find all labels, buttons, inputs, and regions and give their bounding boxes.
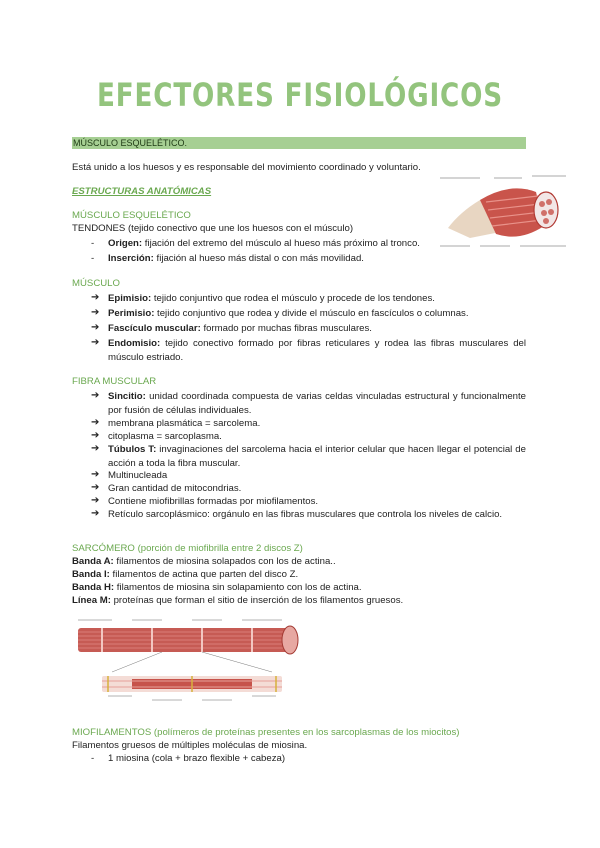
arrow-bullet: ➔ — [91, 307, 100, 318]
list-item: Contiene miofibrillas formadas por miofilamentos. — [108, 496, 319, 507]
definition-line: Banda A: filamentos de miosina solapados con los de actina.. — [72, 556, 336, 567]
list-item: Túbulos T: invaginaciones del sarcolema hacia el interior celular que hacen llegar el potencial de acción a toda la fibra muscular. — [108, 444, 526, 469]
definition-line: Banda H: filamentos de miosina sin solapamiento con los de actina. — [72, 582, 362, 593]
estructuras-heading: ESTRUCTURAS ANATÓMICAS — [72, 186, 212, 197]
miofilamentos-text: Filamentos gruesos de múltiples moléculas de miosina. — [72, 740, 308, 751]
arrow-bullet: ➔ — [91, 443, 100, 454]
sarcomere-figure — [72, 614, 302, 710]
arrow-bullet: ➔ — [91, 337, 100, 348]
page-title: EFECTORES FISIOLÓGICOS — [97, 76, 503, 114]
list-item: Inserción: fijación al hueso más distal o con más movilidad. — [108, 253, 364, 264]
arrow-bullet: ➔ — [91, 495, 100, 506]
arrow-bullet: ➔ — [91, 417, 100, 428]
arrow-bullet: ➔ — [91, 322, 100, 333]
term: Origen: — [108, 238, 143, 249]
list-bullet: - — [91, 753, 95, 764]
musculo-esqueletico-heading: MÚSCULO ESQUELÉTICO — [72, 210, 191, 221]
term: Inserción: — [108, 253, 154, 264]
arrow-bullet: ➔ — [91, 430, 100, 441]
arrow-bullet: ➔ — [91, 482, 100, 493]
arrow-bullet: ➔ — [91, 390, 100, 401]
list-item: 1 miosina (cola + brazo flexible + cabeza) — [108, 753, 286, 764]
musculo-heading: MÚSCULO — [72, 278, 120, 289]
tendones-text: TENDONES (tejido conectivo que une los huesos con el músculo) — [72, 223, 354, 234]
list-item: citoplasma = sarcoplasma. — [108, 431, 222, 442]
sarcomero-heading: SARCÓMERO (porción de miofibrilla entre 2 discos Z) — [72, 543, 303, 554]
list-item: membrana plasmática = sarcolema. — [108, 418, 261, 429]
definition-line: Línea M: proteínas que forman el sitio de inserción de los filamentos gruesos. — [72, 595, 404, 606]
list-item: Epimisio: tejido conjuntivo que rodea el músculo y procede de los tendones. — [108, 293, 435, 304]
list-item: Perimisio: tejido conjuntivo que rodea y divide el músculo en fascículos o columnas. — [108, 308, 469, 319]
list-item: Sincitio: unidad coordinada compuesta de varias celdas vinculadas estructural y funcionalmente por fusión de células individuales. — [108, 391, 526, 416]
section-header: MÚSCULO ESQUELÉTICO. — [72, 137, 526, 149]
definition-line: Banda I: filamentos de actina que parten del disco Z. — [72, 569, 299, 580]
fibra-heading: FIBRA MUSCULAR — [72, 376, 157, 387]
miofilamentos-heading: MIOFILAMENTOS (polímeros de proteínas presentes en los sarcoplasmas de los miocitos) — [72, 727, 460, 738]
arrow-bullet: ➔ — [91, 292, 100, 303]
list-bullet: - — [91, 253, 95, 264]
list-item: Origen: fijación del extremo del músculo al hueso más próximo al tronco. — [108, 238, 420, 249]
muscle-anatomy-figure — [440, 172, 568, 252]
arrow-bullet: ➔ — [91, 508, 100, 519]
list-item: Retículo sarcoplásmico: orgánulo en las fibras musculares que controla los niveles de calcio. — [108, 509, 503, 520]
list-item: Fascículo muscular: formado por muchas fibras musculares. — [108, 323, 372, 334]
list-item: Gran cantidad de mitocondrias. — [108, 483, 242, 494]
intro-text: Está unido a los huesos y es responsable del movimiento coordinado y voluntario. — [72, 162, 421, 173]
list-item: Endomisio: tejido conectivo formado por fibras reticulares y rodea las fibras musculares del músculo estriado. — [108, 338, 526, 363]
list-item: Multinucleada — [108, 470, 168, 481]
list-bullet: - — [91, 238, 95, 249]
arrow-bullet: ➔ — [91, 469, 100, 480]
